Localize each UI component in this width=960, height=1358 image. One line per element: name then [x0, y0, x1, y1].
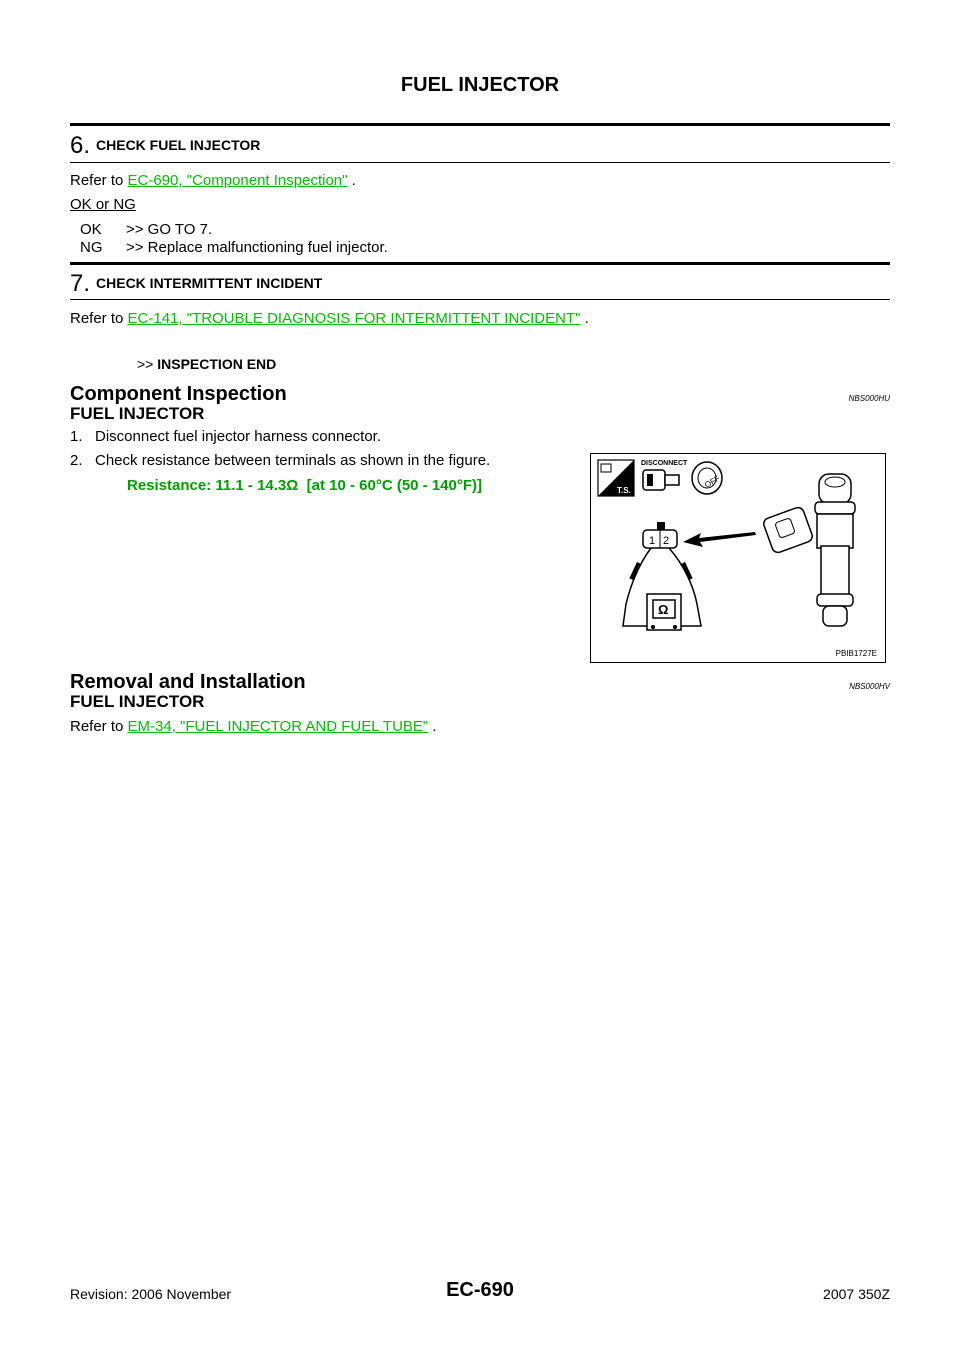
svg-text:T.S.: T.S.: [617, 486, 631, 495]
step-number: 7.: [70, 270, 91, 297]
section-divider: [70, 262, 890, 265]
step-label: CHECK INTERMITTENT INCIDENT: [96, 275, 323, 291]
injector-connector: [643, 522, 677, 548]
figure-illustration: [591, 454, 884, 661]
ignition-off-icon: [692, 462, 722, 494]
step-divider: [70, 299, 890, 300]
step-7-heading: [70, 270, 322, 298]
removal-refer: Refer to EM-34, "FUEL INJECTOR AND FUEL TUBE" .: [70, 718, 437, 735]
fuel-injector-icon: [762, 474, 855, 626]
section-code: NBS000HU: [848, 394, 890, 403]
injector-resistance-figure: [590, 453, 886, 663]
page-title: FUEL INJECTOR: [400, 74, 560, 96]
step-divider: [70, 162, 890, 163]
footer-model: 2007 350Z: [823, 1286, 890, 1302]
terminal-2-label: 2: [663, 535, 670, 547]
procedure-step-1: 1. Disconnect fuel injector harness connector.: [70, 428, 382, 445]
ts-icon: [598, 460, 634, 496]
resistance-spec: Resistance: 11.1 - 14.3Ω [at 10 - 60°C (50 - 140°F)]: [127, 477, 483, 494]
link-component-inspection[interactable]: EC-690, "Component Inspection": [127, 172, 348, 189]
disconnect-connector-icon: [643, 470, 679, 490]
result-row-ok: OK >> GO TO 7.: [80, 221, 213, 238]
step-6-refer: Refer to EC-690, "Component Inspection" .: [70, 172, 356, 189]
step-label: CHECK FUEL INJECTOR: [96, 137, 261, 153]
link-fuel-injector-tube[interactable]: EM-34, "FUEL INJECTOR AND FUEL TUBE": [127, 718, 429, 735]
disconnect-label: DISCONNECT: [641, 460, 688, 467]
figure-code: PBIB1727E: [835, 649, 877, 658]
section-heading-removal: Removal and Installation: [70, 671, 306, 693]
terminal-1-label: 1: [649, 535, 656, 547]
arrow-icon: [683, 532, 756, 547]
step-6-heading: [70, 132, 260, 160]
section-divider: [70, 123, 890, 126]
link-intermittent-incident[interactable]: EC-141, "TROUBLE DIAGNOSIS FOR INTERMITTENT INCIDENT": [127, 310, 581, 327]
section-code: NBS000HV: [849, 682, 890, 691]
ok-ng-label: OK or NG: [70, 196, 136, 213]
step-number: 6.: [70, 132, 91, 159]
section-heading-component-inspection: Component Inspection: [70, 383, 287, 405]
sub-heading: FUEL INJECTOR: [70, 692, 205, 711]
svg-text:OFF: OFF: [703, 473, 722, 490]
svg-text:Ω: Ω: [658, 602, 669, 617]
inspection-end: >> INSPECTION END: [137, 356, 277, 372]
footer-revision: Revision: 2006 November: [70, 1286, 232, 1302]
sub-heading: FUEL INJECTOR: [70, 404, 205, 423]
ohmmeter-icon: [647, 594, 681, 630]
result-row-ng: NG >> Replace malfunctioning fuel injector.: [80, 239, 388, 256]
procedure-step-2: 2. Check resistance between terminals as shown in the figure.: [70, 452, 491, 469]
step-7-refer: Refer to EC-141, "TROUBLE DIAGNOSIS FOR INTERMITTENT INCIDENT" .: [70, 310, 589, 327]
footer-page-number: EC-690: [446, 1279, 514, 1301]
